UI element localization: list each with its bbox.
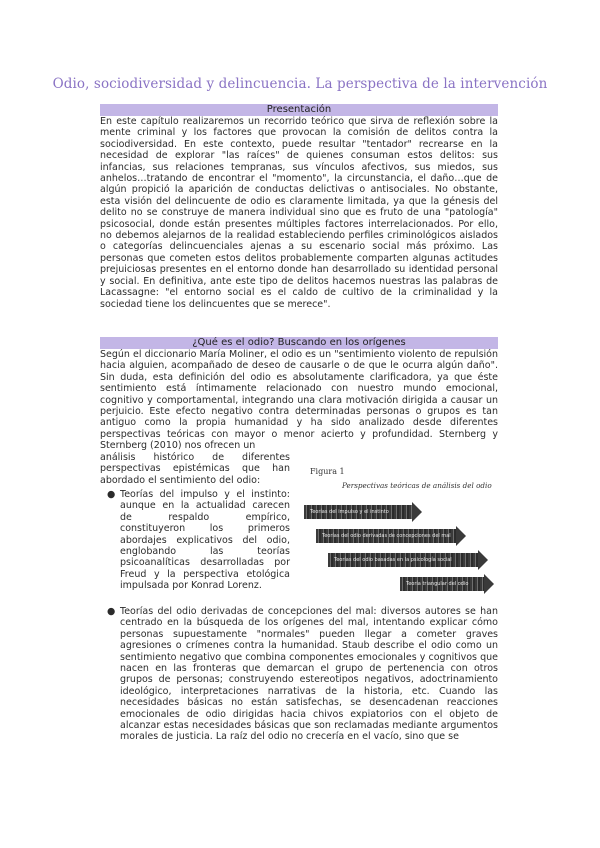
bullet-text-impulso: Teorías del impulso y el instinto: aunque en la actualidad carecen de respaldo empírico, constituyeron los primeros abordajes explicativos del odio, englobando las teorías psicoanalíticas desarrolladas por Freud y la perspectiva etológica impulsada por Konrad Lorenz. (120, 489, 290, 592)
paragraph-odio-continued-text: análisis histórico de diferentes perspectivas epistémicas que han abordado el sentimiento del odio: (100, 452, 290, 486)
bullet-dot: ● (107, 606, 116, 617)
bullet-item-impulso (100, 489, 290, 592)
figure-label: Figura 1 (310, 467, 345, 476)
figure-arrow-3 (328, 553, 488, 567)
bullet-dot: ● (107, 489, 116, 500)
figure-subtitle: Perspectivas teóricas de análisis del odio (342, 481, 492, 490)
figure-arrow-4-text: Teoría triangular del odio (406, 581, 469, 587)
section-heading-presentacion: Presentación (100, 104, 498, 116)
bullet-list-2 (100, 606, 498, 743)
paragraph-odio-continued (100, 452, 290, 486)
figure-arrow-1-text: Teorías del impulso y el instinto (310, 509, 389, 515)
bullet-list-1 (100, 489, 290, 592)
page-title: Odio, sociodiversidad y delincuencia. La perspectiva de la intervención (52, 76, 548, 92)
figure-arrow-2 (316, 529, 466, 543)
figure-arrow-3-text: Teorías del odio basadas en la psicología social (334, 557, 452, 563)
figure-perspectivas (302, 465, 498, 595)
figure-arrow-4 (400, 577, 494, 591)
paragraph-odio (100, 349, 498, 452)
figure-arrow-2-text: Teorías del odio derivadas de concepciones del mal (322, 533, 451, 539)
bullet-text-mal: Teorías del odio derivadas de concepciones del mal: diversos autores se han centrado en la búsqueda de los orígenes del mal, intentando explicar cómo personas supuestamente "normales" pueden llegar a cometer graves agresiones o crímenes contra la humanidad. Staub describe el odio como un sentimiento negativo que combina componentes emocionales y cognitivos que nacen en las fronteras que demarcan el grupo de pertenencia con otros grupos de personas; construyendo estereotipos negativos, adoctrinamiento ideológico, interpretaciones narrativas de la historia, etc. Cuando las necesidades básicas no están satisfechas, se desencadenan reacciones emocionales de odio dirigidas hacia chivos expiatorios con el objeto de alcanzar estas necesidades básicas que son reclamadas mediante argumentos morales de justicia. La raíz del odio no crecería en el vacío, sino que se (120, 606, 498, 743)
figure-arrow-1 (304, 505, 422, 519)
paragraph-presentacion (100, 116, 498, 310)
bullet-item-mal (100, 606, 498, 743)
section-heading-odio: ¿Qué es el odio? Buscando en los orígenes (100, 337, 498, 349)
paragraph-odio-text: Según el diccionario María Moliner, el odio es un "sentimiento violento de repulsión hacia alguien, acompañado de deseo de causarle o de que le ocurra algún daño". Sin duda, esta definición del odio es absolutamente clarificadora, ya que éste sentimiento está íntimamente relacionado con nuestro mundo emocional, cognitivo y comportamental, integrando una clara motivación dirigida a causar un perjuicio. Este efecto negativo contra determinadas personas o grupos es tan antiguo como la propia humanidad y ha sido analizado desde diferentes perspectivas teóricas con mayor o menor acierto y profundidad. Sternberg y Sternberg (2010) nos ofrecen un (100, 349, 498, 452)
paragraph-presentacion-text: En este capítulo realizaremos un recorrido teórico que sirva de reflexión sobre la mente criminal y los factores que provocan la comisión de delitos contra la sociodiversidad. En este contexto, puede resultar "tentador" recrearse en la necesidad de explorar "las raíces" de quienes consuman estos delitos: sus infancias, sus relaciones tempranas, sus vínculos afectivos, sus miedos, sus anhelos…tratando de encontrar el "momento", la circunstancia, el daño…que de algún propició la aparición de conductas delictivas o antisociales. No obstante, esta visión del delincuente de odio es claramente limitada, ya que la génesis del delito no se construye de manera individual sino que es fruto de una "patología" psicosocial, donde están presentes múltiples factores interrelacionados. Por ello, no debemos alejarnos de la realidad estableciendo perfiles criminológicos aislados o categorías delincuenciales ajenas a su escenario social más próximo. Las personas que cometen estos delitos probablemente comparten algunas actitudes prejuiciosas presentes en el entorno donde han desarrollado su identidad personal y social. En definitiva, ante este tipo de delitos hacemos nuestras las palabras de Lacassagne: "el entorno social es el caldo de cultivo de la criminalidad y la sociedad tiene los delincuentes que se merece". (100, 116, 498, 310)
